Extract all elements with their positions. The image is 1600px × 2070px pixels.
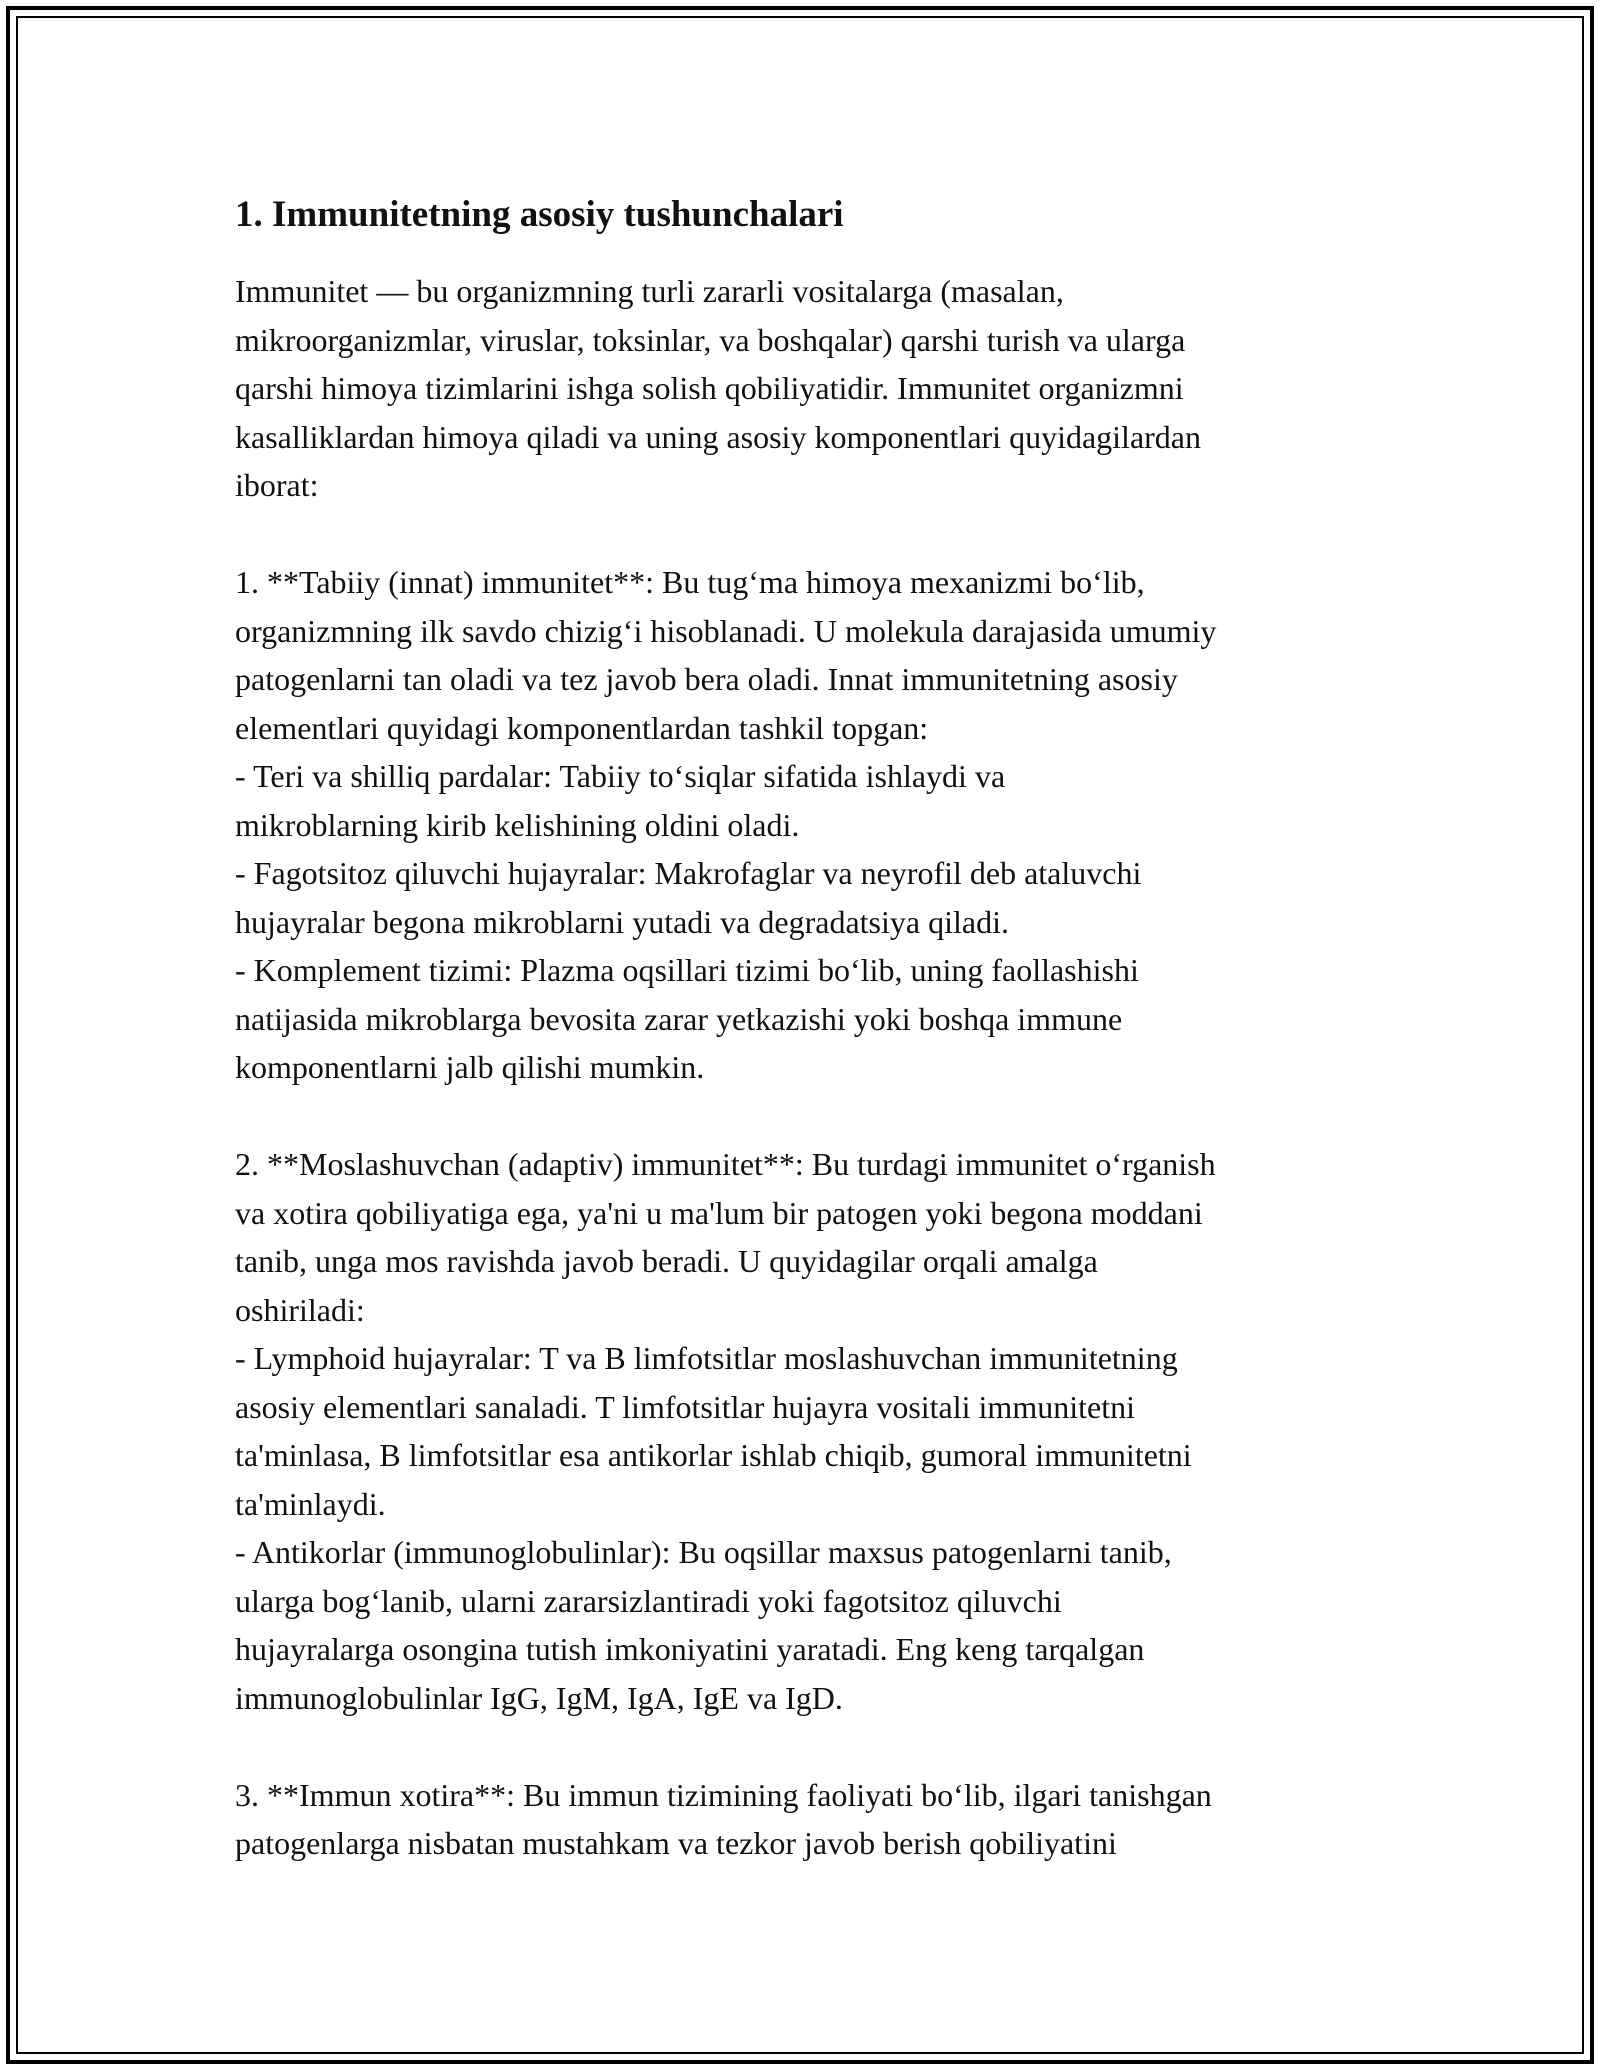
- document-page: [235, 185, 1385, 1868]
- body-text: Immunitet — bu organizmning turli zararli vositalarga (masalan, mikroorganizmlar, viruslar, toksinlar, va boshqalar) qarshi turish va ularga qarshi himoya tizimlarini ishga solish qobiliyatidir. Immunitet organizmni kasalliklardan himoya qiladi va uning asosiy komponentlari quyidagilardan iborat: 1. **Tabiiy (innat) immunitet**: Bu tug‘ma himoya mexanizmi bo‘lib, organizmning ilk savdo chizig‘i hisoblanadi. U molekula darajasida umumiy patogenlarni tan oladi va tez javob bera oladi. Innat immunitetning asosiy elementlari quyidagi komponentlardan tashkil topgan: - Teri va shilliq pardalar: Tabiiy to‘siqlar sifatida ishlaydi va mikroblarning kirib kelishining oldini oladi. - Fagotsitoz qiluvchi hujayralar: Makrofaglar va neyrofil deb ataluvchi hujayralar begona mikroblarni yutadi va degradatsiya qiladi. - Komplement tizimi: Plazma oqsillari tizimi bo‘lib, uning faollashishi natijasida mikroblarga bevosita zarar yetkazishi yoki boshqa immune komponentlarni jalb qilishi mumkin. 2. **Moslashuvchan (adaptiv) immunitet**: Bu turdagi immunitet o‘rganish va xotira qobiliyatiga ega, ya'ni u ma'lum bir patogen yoki begona moddani tanib, unga mos ravishda javob beradi. U quyidagilar orqali amalga oshiriladi: - Lymphoid hujayralar: T va B limfotsitlar moslashuvchan immunitetning asosiy elementlari sanaladi. T limfotsitlar hujayra vositali immunitetni ta'minlasa, B limfotsitlar esa antikorlar ishlab chiqib, gumoral immunitetni ta'minlaydi. - Antikorlar (immunoglobulinlar): Bu oqsillar maxsus patogenlarni tanib, ularga bog‘lanib, ularni zararsizlantiradi yoki fagotsitoz qiluvchi hujayralarga osongina tutish imkoniyatini yaratadi. Eng keng tarqalgan immunoglobulinlar IgG, IgM, IgA, IgE va IgD. 3. **Immun xotira**: Bu immun tizimining faoliyati bo‘lib, ilgari tanishgan patogenlarga nisbatan mustahkam va tezkor javob berish qobiliyatini: [235, 273, 1217, 1861]
- section-heading: 1. Immunitetning asosiy tushunchalari: [235, 194, 844, 235]
